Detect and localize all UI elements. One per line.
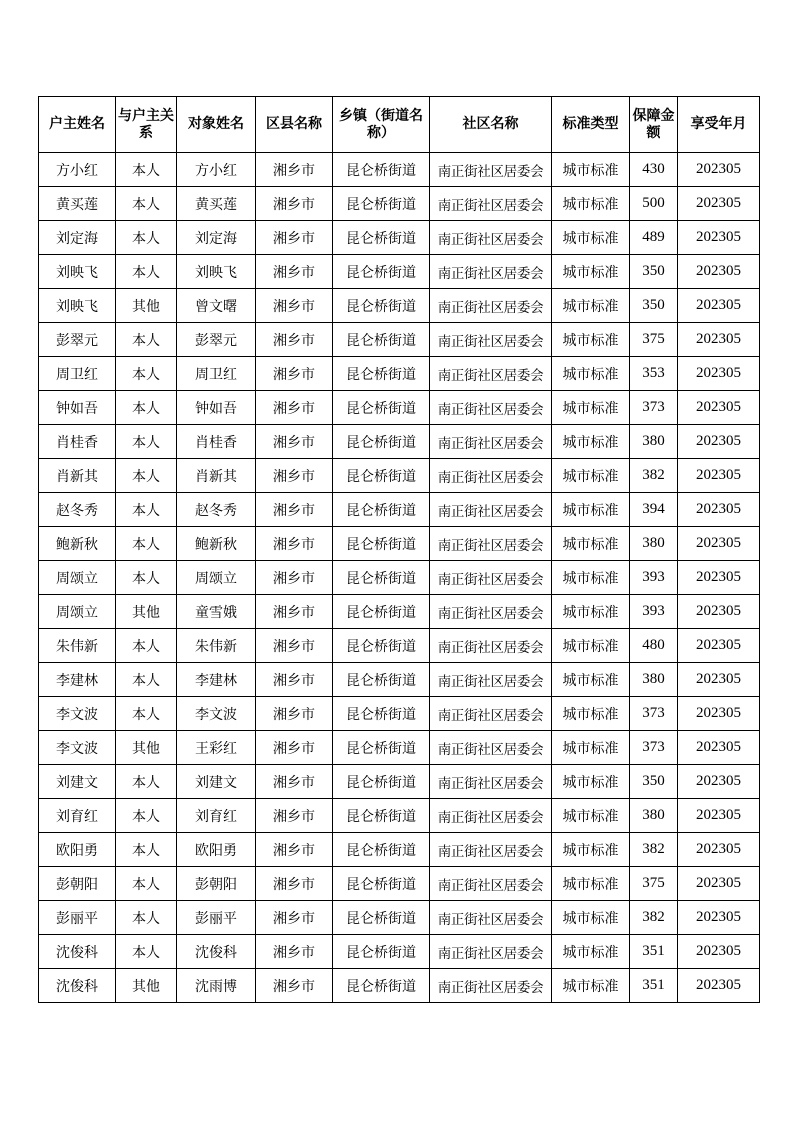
cell-head-name: 鲍新秋 — [39, 527, 116, 561]
cell-community: 南正街社区居委会 — [430, 221, 552, 255]
header-amount: 保障金额 — [630, 97, 678, 153]
cell-person-name: 李文波 — [177, 697, 256, 731]
cell-community: 南正街社区居委会 — [430, 799, 552, 833]
cell-standard: 城市标准 — [552, 731, 630, 765]
cell-community: 南正街社区居委会 — [430, 425, 552, 459]
table-row — [39, 153, 760, 187]
cell-relation: 其他 — [116, 969, 177, 1003]
cell-period: 202305 — [678, 935, 760, 969]
cell-amount: 380 — [630, 799, 678, 833]
cell-period: 202305 — [678, 391, 760, 425]
cell-standard: 城市标准 — [552, 357, 630, 391]
cell-town: 昆仑桥街道 — [333, 833, 430, 867]
cell-head-name: 周颂立 — [39, 561, 116, 595]
cell-person-name: 钟如吾 — [177, 391, 256, 425]
header-community: 社区名称 — [430, 97, 552, 153]
cell-head-name: 刘映飞 — [39, 255, 116, 289]
cell-relation: 本人 — [116, 357, 177, 391]
cell-standard: 城市标准 — [552, 459, 630, 493]
cell-amount: 393 — [630, 595, 678, 629]
cell-period: 202305 — [678, 833, 760, 867]
table-row — [39, 901, 760, 935]
cell-county: 湘乡市 — [256, 765, 333, 799]
cell-town: 昆仑桥街道 — [333, 663, 430, 697]
cell-person-name: 赵冬秀 — [177, 493, 256, 527]
cell-standard: 城市标准 — [552, 255, 630, 289]
cell-person-name: 童雪娥 — [177, 595, 256, 629]
header-head-name: 户主姓名 — [39, 97, 116, 153]
header-period: 享受年月 — [678, 97, 760, 153]
cell-town: 昆仑桥街道 — [333, 391, 430, 425]
cell-head-name: 刘建文 — [39, 765, 116, 799]
table-row — [39, 459, 760, 493]
cell-county: 湘乡市 — [256, 493, 333, 527]
header-county: 区县名称 — [256, 97, 333, 153]
cell-county: 湘乡市 — [256, 799, 333, 833]
cell-period: 202305 — [678, 323, 760, 357]
cell-head-name: 欧阳勇 — [39, 833, 116, 867]
cell-town: 昆仑桥街道 — [333, 425, 430, 459]
cell-amount: 489 — [630, 221, 678, 255]
cell-head-name: 钟如吾 — [39, 391, 116, 425]
cell-head-name: 朱伟新 — [39, 629, 116, 663]
cell-town: 昆仑桥街道 — [333, 697, 430, 731]
cell-town: 昆仑桥街道 — [333, 153, 430, 187]
cell-community: 南正街社区居委会 — [430, 595, 552, 629]
cell-town: 昆仑桥街道 — [333, 323, 430, 357]
cell-county: 湘乡市 — [256, 935, 333, 969]
cell-community: 南正街社区居委会 — [430, 255, 552, 289]
cell-person-name: 沈雨博 — [177, 969, 256, 1003]
cell-period: 202305 — [678, 459, 760, 493]
cell-standard: 城市标准 — [552, 867, 630, 901]
table-row — [39, 323, 760, 357]
cell-community: 南正街社区居委会 — [430, 153, 552, 187]
cell-town: 昆仑桥街道 — [333, 935, 430, 969]
cell-person-name: 彭朝阳 — [177, 867, 256, 901]
cell-amount: 382 — [630, 901, 678, 935]
cell-town: 昆仑桥街道 — [333, 867, 430, 901]
cell-period: 202305 — [678, 527, 760, 561]
cell-standard: 城市标准 — [552, 425, 630, 459]
cell-county: 湘乡市 — [256, 187, 333, 221]
cell-amount: 382 — [630, 833, 678, 867]
cell-period: 202305 — [678, 289, 760, 323]
cell-period: 202305 — [678, 357, 760, 391]
cell-period: 202305 — [678, 153, 760, 187]
table-row — [39, 663, 760, 697]
cell-period: 202305 — [678, 561, 760, 595]
cell-relation: 本人 — [116, 459, 177, 493]
cell-period: 202305 — [678, 969, 760, 1003]
cell-person-name: 周颂立 — [177, 561, 256, 595]
cell-amount: 373 — [630, 731, 678, 765]
table-row — [39, 289, 760, 323]
cell-community: 南正街社区居委会 — [430, 493, 552, 527]
cell-head-name: 肖新其 — [39, 459, 116, 493]
cell-town: 昆仑桥街道 — [333, 629, 430, 663]
cell-standard: 城市标准 — [552, 595, 630, 629]
table-row — [39, 799, 760, 833]
cell-person-name: 彭翠元 — [177, 323, 256, 357]
cell-town: 昆仑桥街道 — [333, 969, 430, 1003]
cell-amount: 380 — [630, 527, 678, 561]
cell-relation: 其他 — [116, 731, 177, 765]
cell-county: 湘乡市 — [256, 391, 333, 425]
table-row — [39, 969, 760, 1003]
header-town: 乡镇（街道名称） — [333, 97, 430, 153]
table-row — [39, 561, 760, 595]
cell-person-name: 彭丽平 — [177, 901, 256, 935]
header-person-name: 对象姓名 — [177, 97, 256, 153]
table-row — [39, 391, 760, 425]
cell-head-name: 李文波 — [39, 731, 116, 765]
cell-standard: 城市标准 — [552, 289, 630, 323]
cell-amount: 351 — [630, 969, 678, 1003]
table-body — [39, 153, 760, 1003]
cell-relation: 本人 — [116, 323, 177, 357]
cell-standard: 城市标准 — [552, 799, 630, 833]
cell-amount: 353 — [630, 357, 678, 391]
cell-amount: 373 — [630, 697, 678, 731]
cell-head-name: 李文波 — [39, 697, 116, 731]
cell-relation: 本人 — [116, 153, 177, 187]
cell-period: 202305 — [678, 867, 760, 901]
cell-relation: 本人 — [116, 799, 177, 833]
cell-relation: 本人 — [116, 663, 177, 697]
cell-county: 湘乡市 — [256, 459, 333, 493]
subsidy-roster-table — [38, 96, 760, 1003]
cell-relation: 其他 — [116, 595, 177, 629]
cell-community: 南正街社区居委会 — [430, 935, 552, 969]
cell-community: 南正街社区居委会 — [430, 765, 552, 799]
cell-town: 昆仑桥街道 — [333, 289, 430, 323]
cell-county: 湘乡市 — [256, 697, 333, 731]
table-row — [39, 221, 760, 255]
table-row — [39, 833, 760, 867]
cell-amount: 480 — [630, 629, 678, 663]
cell-community: 南正街社区居委会 — [430, 833, 552, 867]
cell-county: 湘乡市 — [256, 629, 333, 663]
cell-person-name: 刘育红 — [177, 799, 256, 833]
cell-head-name: 彭丽平 — [39, 901, 116, 935]
cell-amount: 375 — [630, 867, 678, 901]
cell-period: 202305 — [678, 765, 760, 799]
cell-person-name: 方小红 — [177, 153, 256, 187]
cell-person-name: 肖桂香 — [177, 425, 256, 459]
cell-head-name: 彭翠元 — [39, 323, 116, 357]
cell-person-name: 朱伟新 — [177, 629, 256, 663]
cell-county: 湘乡市 — [256, 153, 333, 187]
cell-amount: 350 — [630, 765, 678, 799]
cell-county: 湘乡市 — [256, 527, 333, 561]
cell-period: 202305 — [678, 731, 760, 765]
cell-town: 昆仑桥街道 — [333, 255, 430, 289]
cell-town: 昆仑桥街道 — [333, 459, 430, 493]
cell-community: 南正街社区居委会 — [430, 289, 552, 323]
cell-standard: 城市标准 — [552, 153, 630, 187]
cell-county: 湘乡市 — [256, 833, 333, 867]
cell-person-name: 鲍新秋 — [177, 527, 256, 561]
cell-person-name: 周卫红 — [177, 357, 256, 391]
cell-community: 南正街社区居委会 — [430, 323, 552, 357]
cell-town: 昆仑桥街道 — [333, 187, 430, 221]
cell-town: 昆仑桥街道 — [333, 527, 430, 561]
cell-town: 昆仑桥街道 — [333, 493, 430, 527]
cell-period: 202305 — [678, 595, 760, 629]
cell-town: 昆仑桥街道 — [333, 765, 430, 799]
cell-head-name: 方小红 — [39, 153, 116, 187]
cell-standard: 城市标准 — [552, 969, 630, 1003]
cell-relation: 本人 — [116, 493, 177, 527]
cell-county: 湘乡市 — [256, 357, 333, 391]
cell-relation: 本人 — [116, 425, 177, 459]
cell-period: 202305 — [678, 255, 760, 289]
cell-person-name: 刘映飞 — [177, 255, 256, 289]
cell-person-name: 王彩红 — [177, 731, 256, 765]
cell-head-name: 沈俊科 — [39, 969, 116, 1003]
cell-standard: 城市标准 — [552, 391, 630, 425]
cell-head-name: 刘定海 — [39, 221, 116, 255]
cell-community: 南正街社区居委会 — [430, 357, 552, 391]
cell-standard: 城市标准 — [552, 527, 630, 561]
cell-relation: 本人 — [116, 765, 177, 799]
cell-county: 湘乡市 — [256, 663, 333, 697]
table-header-row — [39, 97, 760, 153]
cell-town: 昆仑桥街道 — [333, 799, 430, 833]
cell-community: 南正街社区居委会 — [430, 391, 552, 425]
cell-relation: 本人 — [116, 255, 177, 289]
table-row — [39, 697, 760, 731]
cell-person-name: 沈俊科 — [177, 935, 256, 969]
cell-relation: 本人 — [116, 935, 177, 969]
cell-relation: 其他 — [116, 289, 177, 323]
cell-standard: 城市标准 — [552, 221, 630, 255]
cell-standard: 城市标准 — [552, 765, 630, 799]
cell-amount: 393 — [630, 561, 678, 595]
cell-community: 南正街社区居委会 — [430, 561, 552, 595]
cell-county: 湘乡市 — [256, 901, 333, 935]
cell-standard: 城市标准 — [552, 629, 630, 663]
cell-relation: 本人 — [116, 187, 177, 221]
cell-amount: 375 — [630, 323, 678, 357]
cell-head-name: 黄买莲 — [39, 187, 116, 221]
cell-person-name: 欧阳勇 — [177, 833, 256, 867]
cell-standard: 城市标准 — [552, 663, 630, 697]
cell-period: 202305 — [678, 425, 760, 459]
cell-community: 南正街社区居委会 — [430, 629, 552, 663]
table-row — [39, 629, 760, 663]
cell-period: 202305 — [678, 697, 760, 731]
table-row — [39, 425, 760, 459]
table-row — [39, 187, 760, 221]
cell-period: 202305 — [678, 493, 760, 527]
cell-person-name: 曾文曙 — [177, 289, 256, 323]
cell-community: 南正街社区居委会 — [430, 459, 552, 493]
cell-amount: 380 — [630, 425, 678, 459]
table-row — [39, 765, 760, 799]
cell-head-name: 沈俊科 — [39, 935, 116, 969]
cell-county: 湘乡市 — [256, 255, 333, 289]
cell-head-name: 赵冬秀 — [39, 493, 116, 527]
cell-relation: 本人 — [116, 901, 177, 935]
cell-person-name: 李建林 — [177, 663, 256, 697]
cell-period: 202305 — [678, 187, 760, 221]
cell-community: 南正街社区居委会 — [430, 187, 552, 221]
table-row — [39, 731, 760, 765]
cell-county: 湘乡市 — [256, 867, 333, 901]
cell-community: 南正街社区居委会 — [430, 527, 552, 561]
cell-head-name: 李建林 — [39, 663, 116, 697]
cell-head-name: 周颂立 — [39, 595, 116, 629]
table-row — [39, 255, 760, 289]
cell-amount: 351 — [630, 935, 678, 969]
cell-period: 202305 — [678, 901, 760, 935]
cell-amount: 500 — [630, 187, 678, 221]
cell-person-name: 刘建文 — [177, 765, 256, 799]
cell-community: 南正街社区居委会 — [430, 901, 552, 935]
cell-person-name: 肖新其 — [177, 459, 256, 493]
cell-relation: 本人 — [116, 629, 177, 663]
cell-town: 昆仑桥街道 — [333, 221, 430, 255]
cell-person-name: 黄买莲 — [177, 187, 256, 221]
cell-amount: 380 — [630, 663, 678, 697]
cell-town: 昆仑桥街道 — [333, 595, 430, 629]
cell-standard: 城市标准 — [552, 833, 630, 867]
cell-person-name: 刘定海 — [177, 221, 256, 255]
cell-town: 昆仑桥街道 — [333, 731, 430, 765]
table-row — [39, 493, 760, 527]
cell-community: 南正街社区居委会 — [430, 663, 552, 697]
cell-county: 湘乡市 — [256, 561, 333, 595]
cell-county: 湘乡市 — [256, 595, 333, 629]
cell-county: 湘乡市 — [256, 289, 333, 323]
cell-amount: 373 — [630, 391, 678, 425]
cell-standard: 城市标准 — [552, 323, 630, 357]
cell-town: 昆仑桥街道 — [333, 561, 430, 595]
cell-standard: 城市标准 — [552, 493, 630, 527]
cell-standard: 城市标准 — [552, 187, 630, 221]
cell-amount: 350 — [630, 255, 678, 289]
cell-community: 南正街社区居委会 — [430, 731, 552, 765]
cell-county: 湘乡市 — [256, 969, 333, 1003]
cell-head-name: 彭朝阳 — [39, 867, 116, 901]
cell-town: 昆仑桥街道 — [333, 357, 430, 391]
cell-amount: 394 — [630, 493, 678, 527]
cell-county: 湘乡市 — [256, 221, 333, 255]
table-row — [39, 935, 760, 969]
cell-period: 202305 — [678, 629, 760, 663]
cell-county: 湘乡市 — [256, 731, 333, 765]
cell-county: 湘乡市 — [256, 425, 333, 459]
cell-relation: 本人 — [116, 527, 177, 561]
cell-amount: 350 — [630, 289, 678, 323]
cell-relation: 本人 — [116, 697, 177, 731]
cell-standard: 城市标准 — [552, 561, 630, 595]
cell-relation: 本人 — [116, 833, 177, 867]
cell-head-name: 刘育红 — [39, 799, 116, 833]
table-row — [39, 867, 760, 901]
cell-standard: 城市标准 — [552, 935, 630, 969]
cell-head-name: 周卫红 — [39, 357, 116, 391]
cell-town: 昆仑桥街道 — [333, 901, 430, 935]
cell-relation: 本人 — [116, 561, 177, 595]
cell-standard: 城市标准 — [552, 901, 630, 935]
cell-head-name: 刘映飞 — [39, 289, 116, 323]
cell-county: 湘乡市 — [256, 323, 333, 357]
cell-community: 南正街社区居委会 — [430, 969, 552, 1003]
cell-period: 202305 — [678, 663, 760, 697]
table-row — [39, 527, 760, 561]
header-standard: 标准类型 — [552, 97, 630, 153]
cell-relation: 本人 — [116, 221, 177, 255]
cell-relation: 本人 — [116, 867, 177, 901]
header-relation: 与户主关系 — [116, 97, 177, 153]
cell-community: 南正街社区居委会 — [430, 867, 552, 901]
table-row — [39, 595, 760, 629]
cell-relation: 本人 — [116, 391, 177, 425]
cell-community: 南正街社区居委会 — [430, 697, 552, 731]
cell-head-name: 肖桂香 — [39, 425, 116, 459]
cell-amount: 382 — [630, 459, 678, 493]
cell-amount: 430 — [630, 153, 678, 187]
cell-period: 202305 — [678, 799, 760, 833]
table-row — [39, 357, 760, 391]
cell-standard: 城市标准 — [552, 697, 630, 731]
cell-period: 202305 — [678, 221, 760, 255]
